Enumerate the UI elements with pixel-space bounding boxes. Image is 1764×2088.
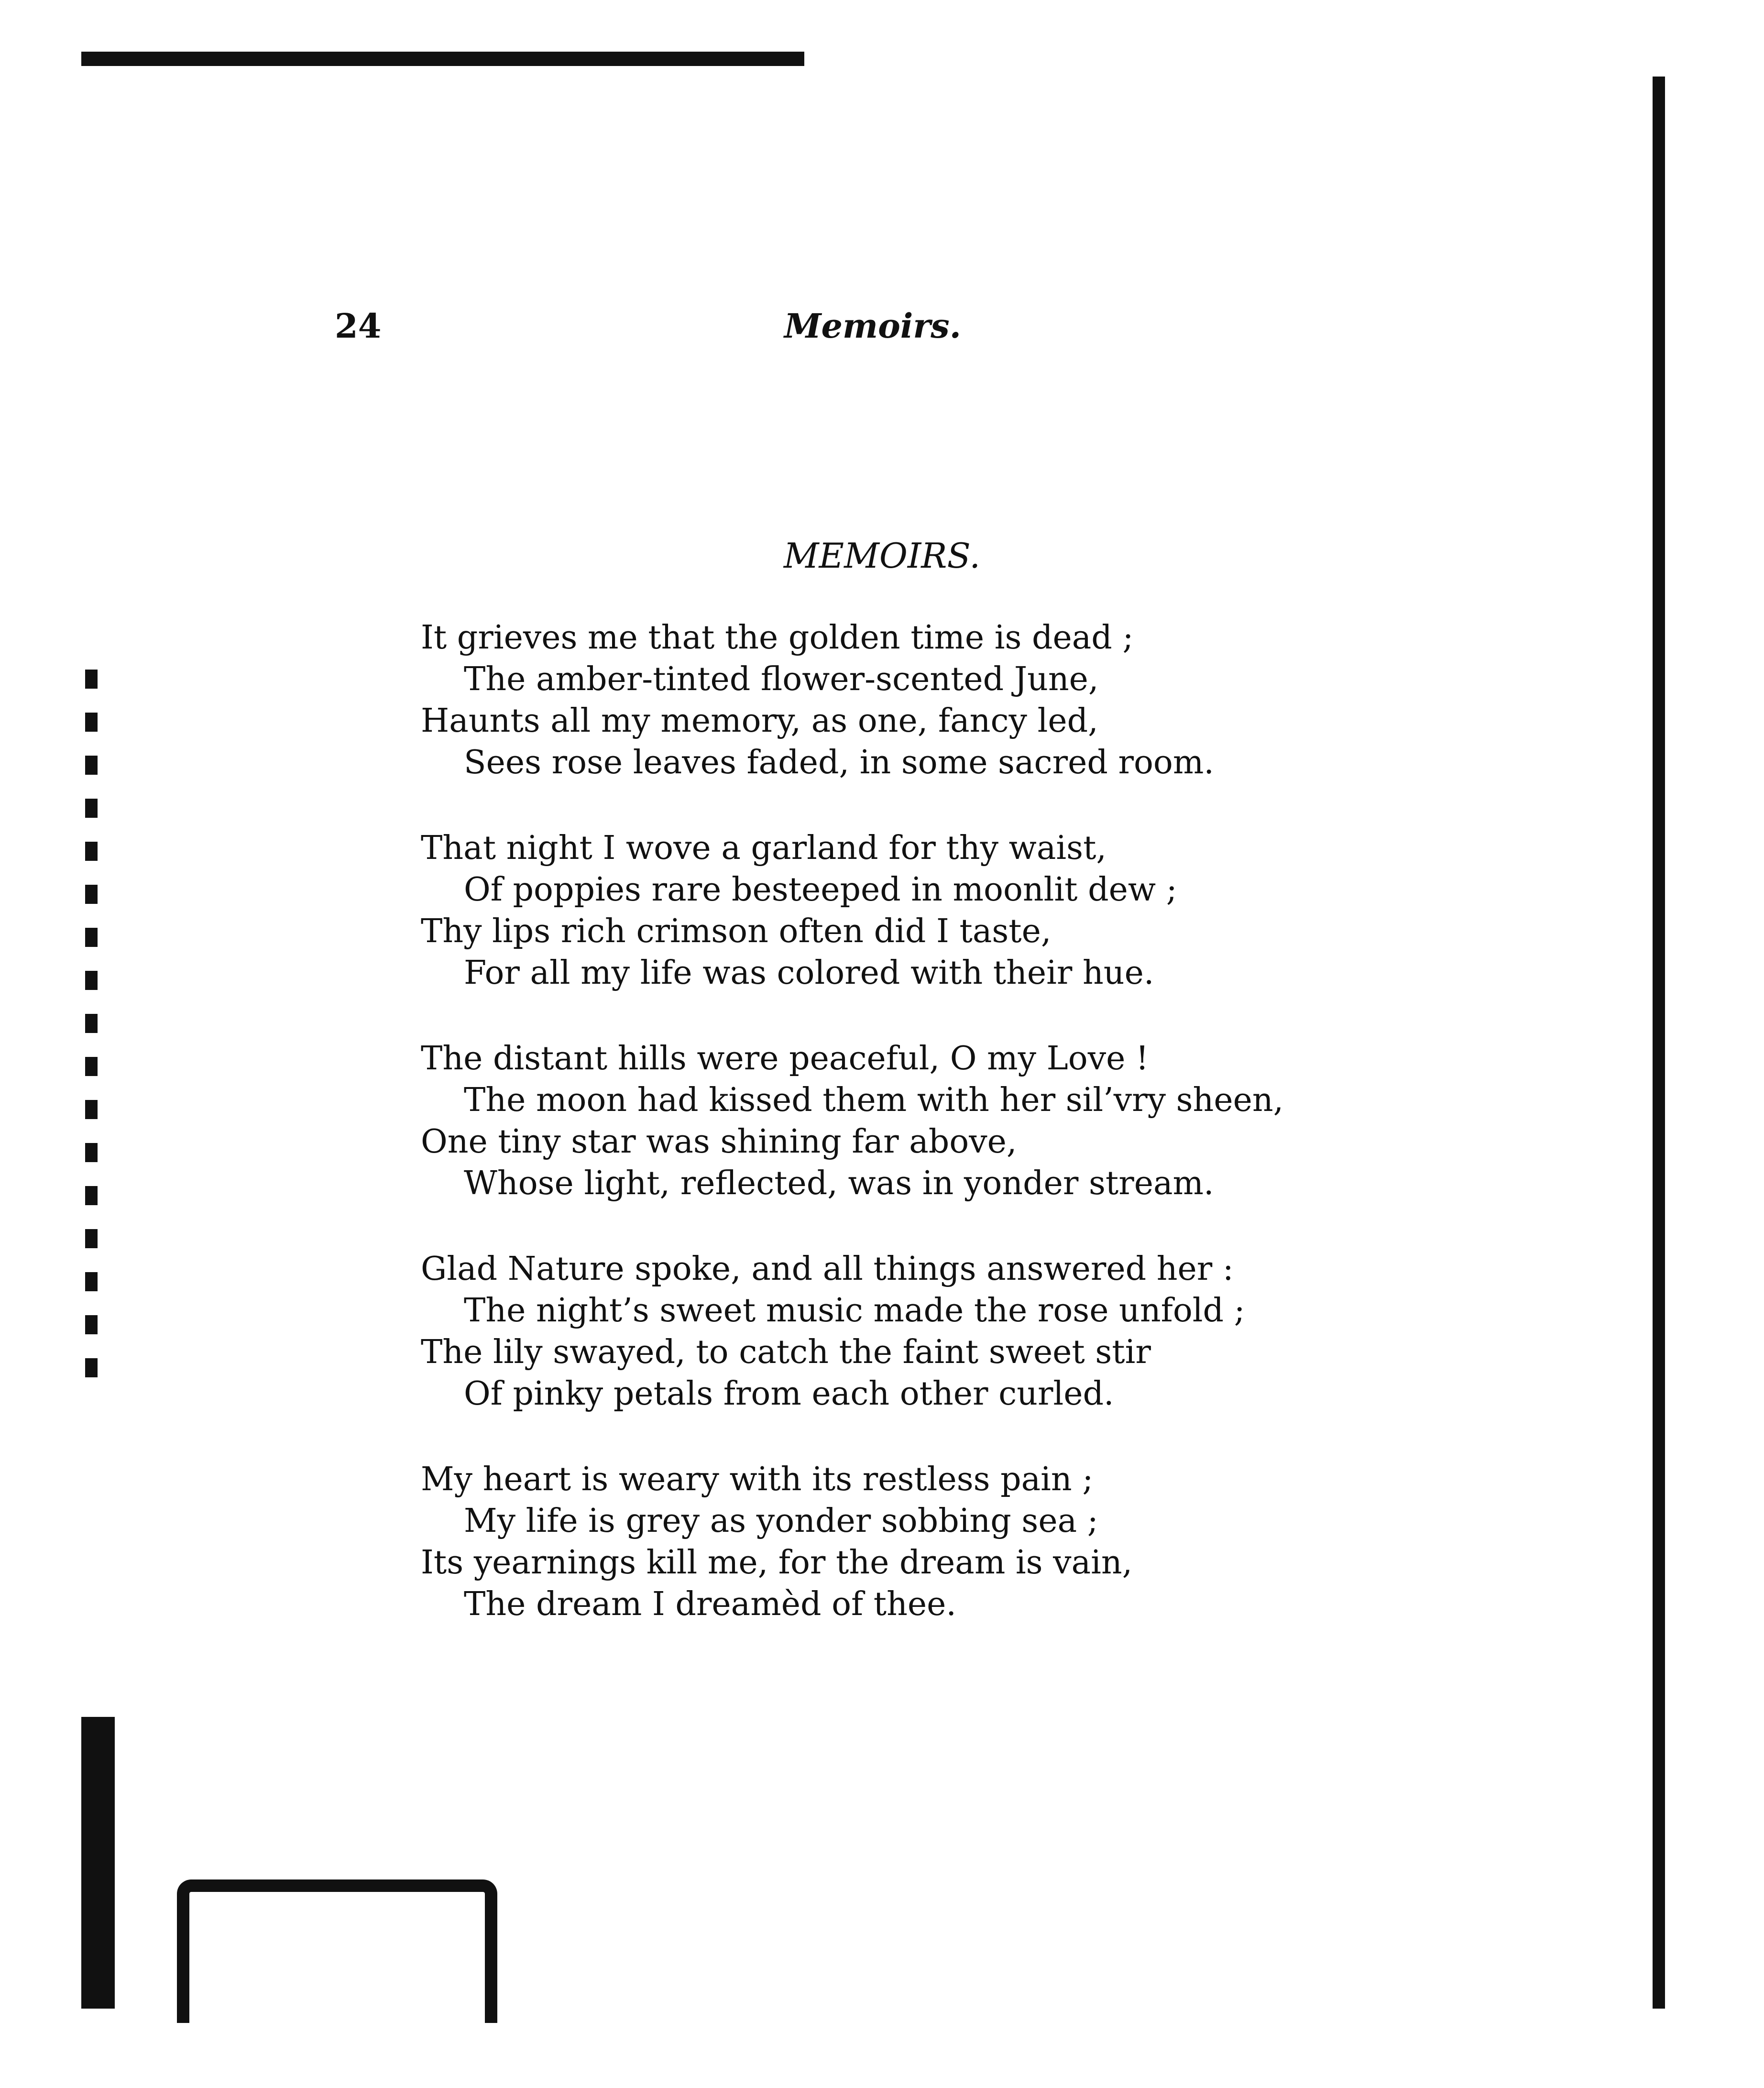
poem-line: Its yearnings kill me, for the dream is vain, <box>421 1544 1133 1582</box>
poem-line: Of pinky petals from each other curled. <box>464 1375 1114 1413</box>
poem-line: The moon had kissed them with her sil’vry sheen, <box>464 1081 1284 1119</box>
poem-line: For all my life was colored with their hue. <box>464 954 1154 992</box>
poem-line: The distant hills were peaceful, O my Love ! <box>421 1040 1149 1077</box>
scan-edge-right <box>1653 77 1665 2009</box>
scan-artifact-bottom-frame <box>177 1879 497 2023</box>
poem-line: Whose light, reflected, was in yonder stream. <box>464 1165 1214 1202</box>
poem-line: The amber-tinted flower-scented June, <box>464 660 1099 698</box>
poem-line: The night’s sweet music made the rose unfold ; <box>464 1292 1245 1330</box>
poem-line: My heart is weary with its restless pain ; <box>421 1461 1094 1498</box>
running-title: Memoirs. <box>784 306 962 346</box>
scan-artifact-bottom-left <box>81 1717 115 2009</box>
page-number: 24 <box>335 306 382 346</box>
poem-line: The lily swayed, to catch the faint sweet stir <box>421 1333 1151 1371</box>
poem-line: Haunts all my memory, as one, fancy led, <box>421 702 1098 740</box>
stanza <box>421 617 1473 783</box>
poem-line: Thy lips rich crimson often did I taste, <box>421 912 1052 950</box>
poem-line: It grieves me that the golden time is dead ; <box>421 619 1134 657</box>
poem-line: Of poppies rare besteeped in moonlit dew ; <box>464 871 1177 909</box>
stanza <box>421 827 1473 994</box>
scan-edge-top <box>81 52 804 66</box>
poem-title: MEMOIRS. <box>783 536 981 576</box>
poem-line: Glad Nature spoke, and all things answered her : <box>421 1250 1234 1288</box>
poem-line: My life is grey as yonder sobbing sea ; <box>464 1502 1098 1540</box>
poem-line: Sees rose leaves faded, in some sacred room. <box>464 744 1214 781</box>
scan-edge-left <box>85 670 98 1387</box>
stanza <box>421 1248 1473 1415</box>
poem-line: The dream I dreamèd of thee. <box>464 1585 957 1623</box>
poem-body <box>421 617 1473 1669</box>
stanza <box>421 1459 1473 1625</box>
poem-line: One tiny star was shining far above, <box>421 1123 1017 1161</box>
stanza <box>421 1038 1473 1204</box>
poem-line: That night I wove a garland for thy waist, <box>421 829 1107 867</box>
